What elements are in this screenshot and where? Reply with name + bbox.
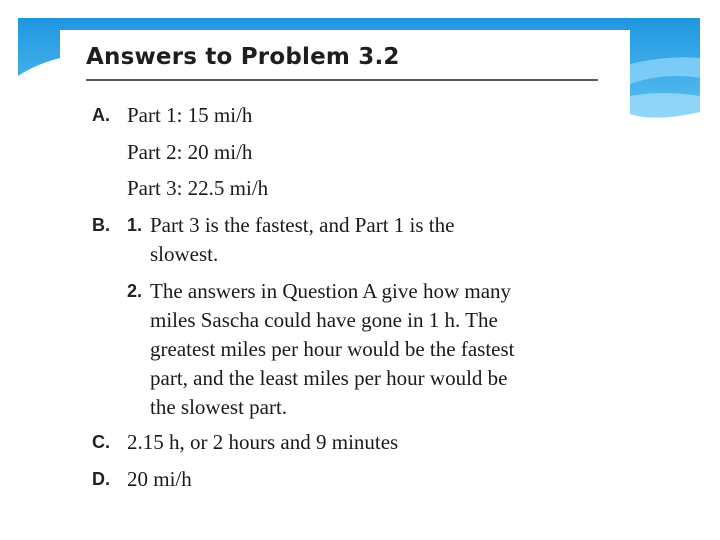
answer-b-marker: B. [92,215,110,235]
answer-b2-line: The answers in Question A give how many [150,279,512,303]
answer-b1-marker: 1. [127,215,143,235]
answer-c-marker: C. [92,432,110,452]
answer-b1-line: slowest. [150,242,219,266]
answer-b2-line: the slowest part. [150,395,288,419]
answer-a-line: Part 1: 15 mi/h [127,103,253,127]
answer-d-marker: D. [92,469,110,489]
answer-a-marker: A. [92,105,110,125]
answer-d-text: 20 mi/h [127,467,192,491]
answer-a-line: Part 3: 22.5 mi/h [127,176,269,200]
answer-b2-marker: 2. [127,281,143,301]
answer-sheet [60,30,630,510]
answer-a-line: Part 2: 20 mi/h [127,140,253,164]
answer-c-text: 2.15 h, or 2 hours and 9 minutes [127,430,399,454]
header-wave-highlight [630,93,700,118]
title-underline [86,79,598,81]
answer-b2-line: part, and the least miles per hour would be [150,366,508,390]
page-title: Answers to Problem 3.2 [86,44,400,70]
answer-b2-line: miles Sascha could have gone in 1 h. The [150,308,498,332]
answer-b2-line: greatest miles per hour would be the fastest [150,337,515,361]
answer-b1-line: Part 3 is the fastest, and Part 1 is the [150,213,455,237]
